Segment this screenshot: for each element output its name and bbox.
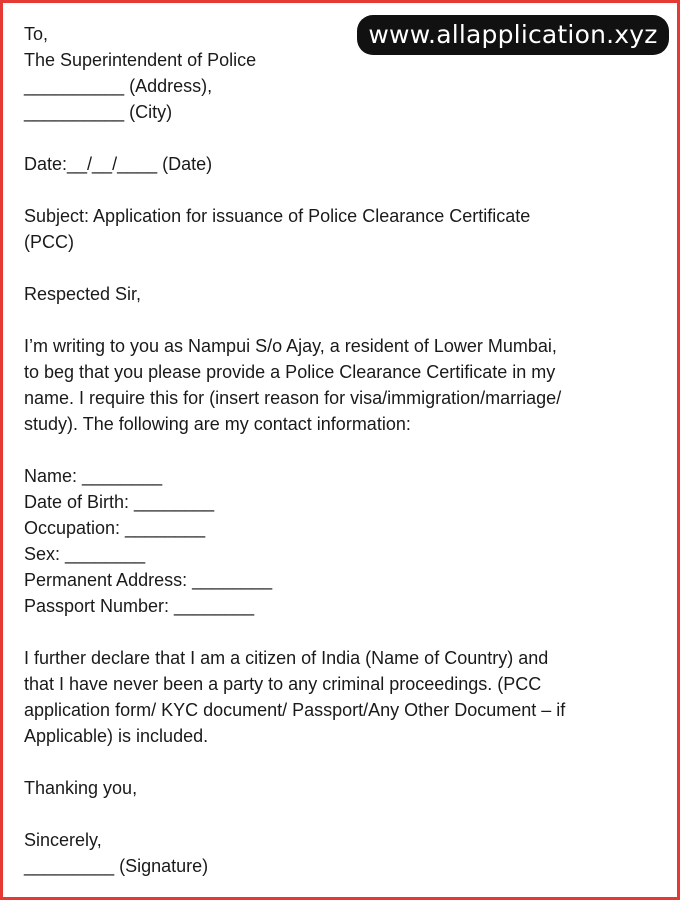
body-paragraph-2-line: application form/ KYC document/ Passport/Any Other Document – if — [24, 700, 566, 720]
spacer — [24, 177, 664, 203]
field-occupation: Occupation: ________ — [24, 518, 206, 538]
thanks-line: Thanking you, — [24, 778, 138, 798]
body-paragraph-1-line: study). The following are my contact information: — [24, 414, 411, 434]
body-paragraph-2-line: I further declare that I am a citizen of India (Name of Country) and — [24, 648, 549, 668]
field-name: Name: ________ — [24, 466, 163, 486]
spacer — [24, 437, 664, 463]
salutation: Respected Sir, — [24, 284, 142, 304]
spacer — [24, 307, 664, 333]
spacer — [24, 125, 664, 151]
field-passport-number: Passport Number: ________ — [24, 596, 255, 616]
subject-line: Subject: Application for issuance of Police Clearance Certificate — [24, 206, 531, 226]
subject-line-continued: (PCC) — [24, 232, 74, 252]
signature-line: _________ (Signature) — [24, 856, 209, 876]
letter-body — [24, 21, 664, 879]
address-line: __________ (Address), — [24, 76, 213, 96]
spacer — [24, 749, 664, 775]
field-date-of-birth: Date of Birth: ________ — [24, 492, 215, 512]
body-paragraph-1-line: to beg that you please provide a Police Clearance Certificate in my — [24, 362, 556, 382]
spacer — [24, 619, 664, 645]
body-paragraph-2-line: Applicable) is included. — [24, 726, 209, 746]
spacer — [24, 255, 664, 281]
date-line: Date:__/__/____ (Date) — [24, 154, 213, 174]
recipient-line: The Superintendent of Police — [24, 50, 257, 70]
body-paragraph-1-line: name. I require this for (insert reason for visa/immigration/marriage/ — [24, 388, 562, 408]
field-sex: Sex: ________ — [24, 544, 146, 564]
to-line: To, — [24, 24, 49, 44]
city-line: __________ (City) — [24, 102, 173, 122]
body-paragraph-1-line: I’m writing to you as Nampui S/o Ajay, a resident of Lower Mumbai, — [24, 336, 557, 356]
closing-line: Sincerely, — [24, 830, 102, 850]
watermark-badge: www.allapplication.xyz — [357, 15, 669, 55]
spacer — [24, 801, 664, 827]
field-permanent-address: Permanent Address: ________ — [24, 570, 273, 590]
body-paragraph-2-line: that I have never been a party to any criminal proceedings. (PCC — [24, 674, 542, 694]
